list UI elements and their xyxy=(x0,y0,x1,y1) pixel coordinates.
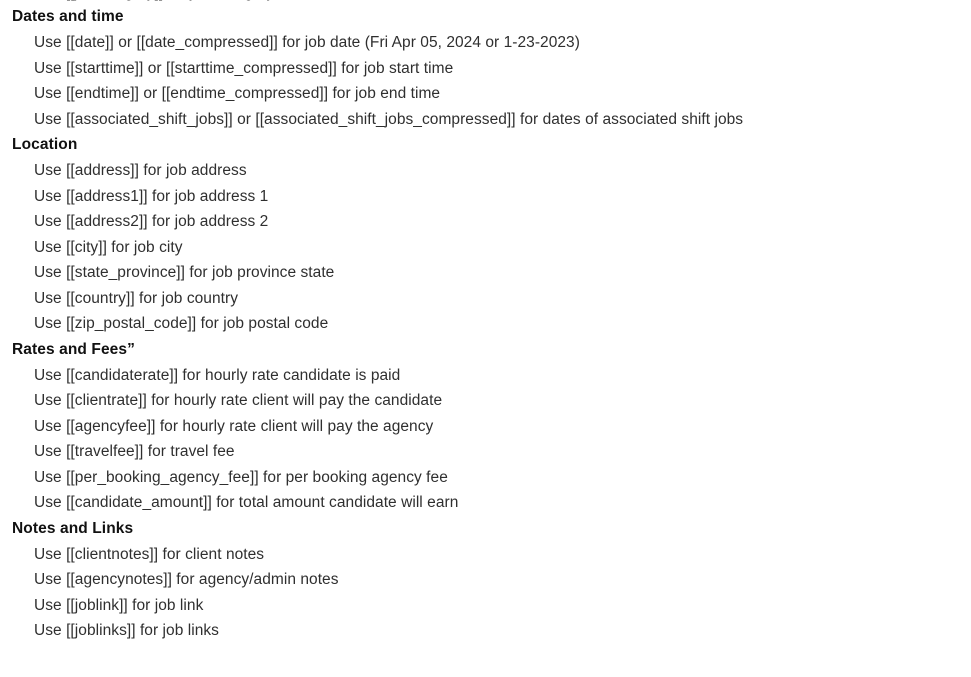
section-dates-and-time xyxy=(12,6,959,132)
section-line-list xyxy=(12,158,959,337)
list-item: Use [[endtime]] or [[endtime_compressed]] for job end time xyxy=(34,85,441,102)
partial-line-text xyxy=(34,0,274,6)
section-notes-and-links xyxy=(12,518,959,644)
list-item: Use [[travelfee]] for travel fee xyxy=(34,443,235,460)
list-item: Use [[city]] for job city xyxy=(34,238,183,256)
section-heading: Location xyxy=(12,136,78,153)
list-item: Use [[address2]] for job address 2 xyxy=(34,213,269,230)
section-rates-and-fees xyxy=(12,339,959,516)
section-heading: Dates and time xyxy=(12,8,124,25)
list-item: Use [[agencyfee]] for hourly rate client will pay the agency xyxy=(34,417,434,435)
list-item: Use [[state_province]] for job province state xyxy=(34,264,335,281)
section-line-list xyxy=(12,542,959,644)
list-item: Use [[agencynotes]] for agency/admin notes xyxy=(34,571,339,588)
list-item: Use [[date]] or [[date_compressed]] for job date (Fri Apr 05, 2024 or 1-23-2023) xyxy=(34,34,580,51)
section-location xyxy=(12,134,959,337)
list-item: Use [[zip_postal_code]] for job postal code xyxy=(34,315,329,332)
list-item: Use [[address1]] for job address 1 xyxy=(34,187,269,205)
section-line-list xyxy=(12,30,959,132)
list-item: Use [[clientnotes]] for client notes xyxy=(34,545,265,563)
list-item: Use [[joblink]] for job link xyxy=(34,596,204,614)
list-item: Use [[candidate_amount]] for total amount candidate will earn xyxy=(34,494,459,511)
list-item: Use [[address]] for job address xyxy=(34,162,247,179)
section-heading: Notes and Links xyxy=(12,519,134,537)
list-item: Use [[per_booking_agency_fee]] for per booking agency fee xyxy=(34,468,448,486)
clipped-previous-line xyxy=(12,0,959,6)
list-item: Use [[clientrate]] for hourly rate client will pay the candidate xyxy=(34,392,443,409)
section-line-list xyxy=(12,363,959,516)
list-item: Use [[associated_shift_jobs]] or [[associated_shift_jobs_compressed]] for dates of associated shift jobs xyxy=(34,110,744,128)
section-heading: Rates and Fees” xyxy=(12,340,135,358)
list-item: Use [[country]] for job country xyxy=(34,289,238,307)
list-item: Use [[starttime]] or [[starttime_compressed]] for job start time xyxy=(34,59,454,77)
list-item: Use [[candidaterate]] for hourly rate candidate is paid xyxy=(34,366,401,384)
list-item: Use [[joblinks]] for job links xyxy=(34,622,219,639)
